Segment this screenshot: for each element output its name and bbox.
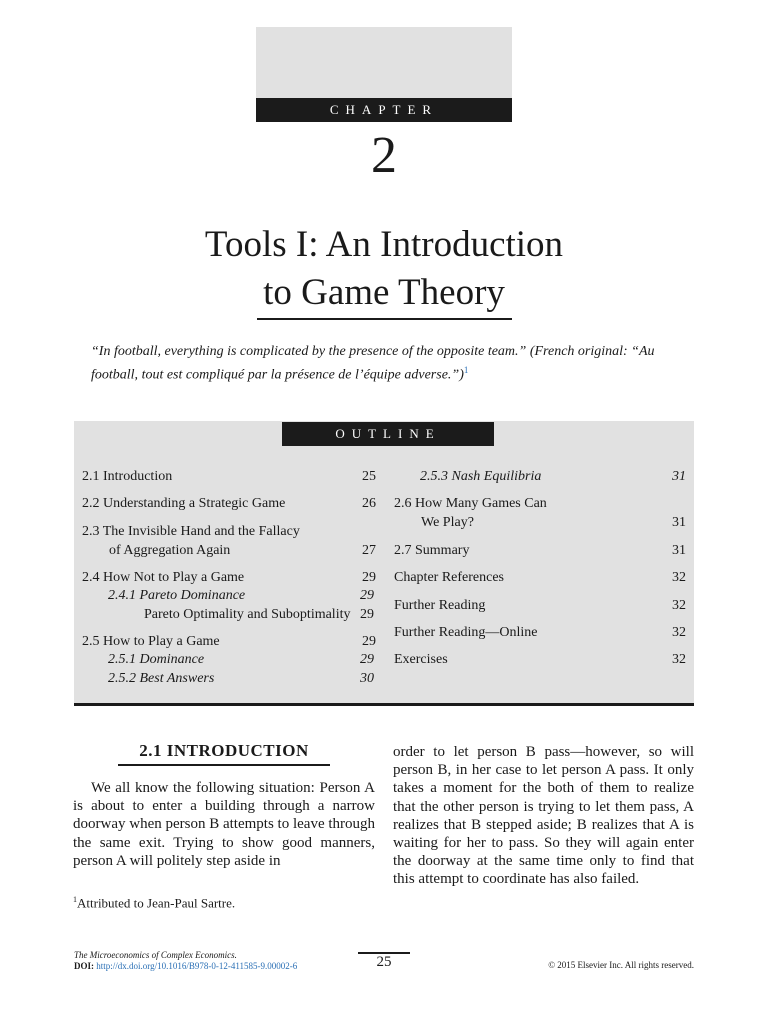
footnote xyxy=(73,892,375,911)
toc-entry[interactable]: Exercises xyxy=(394,652,448,667)
toc-page: 26 xyxy=(362,496,376,511)
toc-page: 29 xyxy=(360,607,374,622)
toc-page: 32 xyxy=(672,598,686,613)
footer-journal: The Microeconomics of Complex Economics. xyxy=(74,950,237,960)
toc-entry[interactable]: 2.1 Introduction xyxy=(82,469,173,484)
epigraph-footnote-link[interactable]: 1 xyxy=(463,365,469,375)
toc-page: 25 xyxy=(362,469,376,484)
toc-page: 32 xyxy=(672,652,686,667)
toc-entry[interactable]: Further Reading—Online xyxy=(394,625,538,640)
chapter-title-line-1: Tools I: An Introduction xyxy=(204,224,564,265)
epigraph-line-1: “In football, everything is complicated by the presence of the opposite team.” (French original: “Au football, xyxy=(91,344,655,383)
footer-copyright: © 2015 Elsevier Inc. All rights reserved. xyxy=(548,960,694,970)
toc-entry-continued[interactable]: We Play? xyxy=(421,515,474,530)
outline-left-column xyxy=(82,468,377,698)
toc-entry[interactable]: 2.2 Understanding a Strategic Game xyxy=(82,496,286,511)
page-number: 25 xyxy=(376,954,392,970)
body-paragraph: order to let person B pass—however, so will person B, in her case to let person A pass. It only takes a moment for the both of them to realize that the other person is trying to let them pass, A realizes that B stepped aside; B realizes that A is waiting for her to pass. So they will again enter the doorway at the same time only to find that this attempt to coordinate has also failed. xyxy=(393,744,694,888)
toc-page: 31 xyxy=(672,515,686,530)
toc-entry[interactable]: 2.5 How to Play a Game xyxy=(82,634,220,649)
chapter-title-line-2: to Game Theory xyxy=(263,272,505,313)
footnote-number: 1 xyxy=(73,895,77,904)
epigraph xyxy=(91,342,691,385)
toc-page: 32 xyxy=(672,570,686,585)
body-column-left xyxy=(73,779,375,870)
toc-page: 31 xyxy=(672,469,686,484)
toc-subentry[interactable]: 2.5.2 Best Answers xyxy=(108,671,215,686)
outline-bottom-rule xyxy=(74,703,694,706)
footer-doi-label: DOI: xyxy=(74,961,94,971)
toc-subentry[interactable]: 2.4.1 Pareto Dominance xyxy=(108,588,246,603)
epigraph-line-2: tout est compliqué par la présence de l’équipe adverse.”) xyxy=(141,367,464,383)
toc-entry[interactable]: Further Reading xyxy=(394,598,486,613)
toc-entry[interactable]: 2.3 The Invisible Hand and the Fallacy xyxy=(82,524,300,539)
toc-subentry[interactable]: 2.5.3 Nash Equilibria xyxy=(420,469,542,484)
toc-entry[interactable]: Chapter References xyxy=(394,570,504,585)
toc-page: 29 xyxy=(362,634,376,649)
outline-right-column xyxy=(394,468,688,698)
chapter-number: 2 xyxy=(371,127,397,184)
toc-entry[interactable]: 2.4 How Not to Play a Game xyxy=(82,570,245,585)
section-heading-underline xyxy=(118,764,330,766)
toc-page: 29 xyxy=(362,570,376,585)
outline-label: OUTLINE xyxy=(282,422,494,446)
toc-entry[interactable]: 2.7 Summary xyxy=(394,543,470,558)
toc-subentry[interactable]: Pareto Optimality and Suboptimality xyxy=(144,607,351,622)
title-underline xyxy=(257,318,512,320)
toc-page: 31 xyxy=(672,543,686,558)
toc-page: 27 xyxy=(362,543,376,558)
toc-entry-continued[interactable]: of Aggregation Again xyxy=(109,543,231,558)
toc-page: 30 xyxy=(360,671,374,686)
toc-page: 32 xyxy=(672,625,686,640)
section-heading: 2.1 INTRODUCTION xyxy=(139,741,309,760)
footer-citation xyxy=(74,950,297,972)
toc-page: 29 xyxy=(360,652,374,667)
chapter-label: CHAPTER xyxy=(256,98,512,122)
footnote-text: Attributed to Jean-Paul Sartre. xyxy=(77,895,236,911)
chapter-header-box xyxy=(256,27,512,98)
body-paragraph: We all know the following situation: Person A is about to enter a building through a narrow doorway when person B attempts to leave through the same exit. Trying to show good manners, person A will politely step aside in xyxy=(73,780,376,869)
toc-page: 29 xyxy=(360,588,374,603)
toc-subentry[interactable]: 2.5.1 Dominance xyxy=(108,652,205,667)
body-column-right xyxy=(393,743,694,889)
toc-entry[interactable]: 2.6 How Many Games Can xyxy=(394,496,547,511)
footer-doi-link[interactable]: http://dx.doi.org/10.1016/B978-0-12-411585-9.00002-6 xyxy=(96,961,298,971)
